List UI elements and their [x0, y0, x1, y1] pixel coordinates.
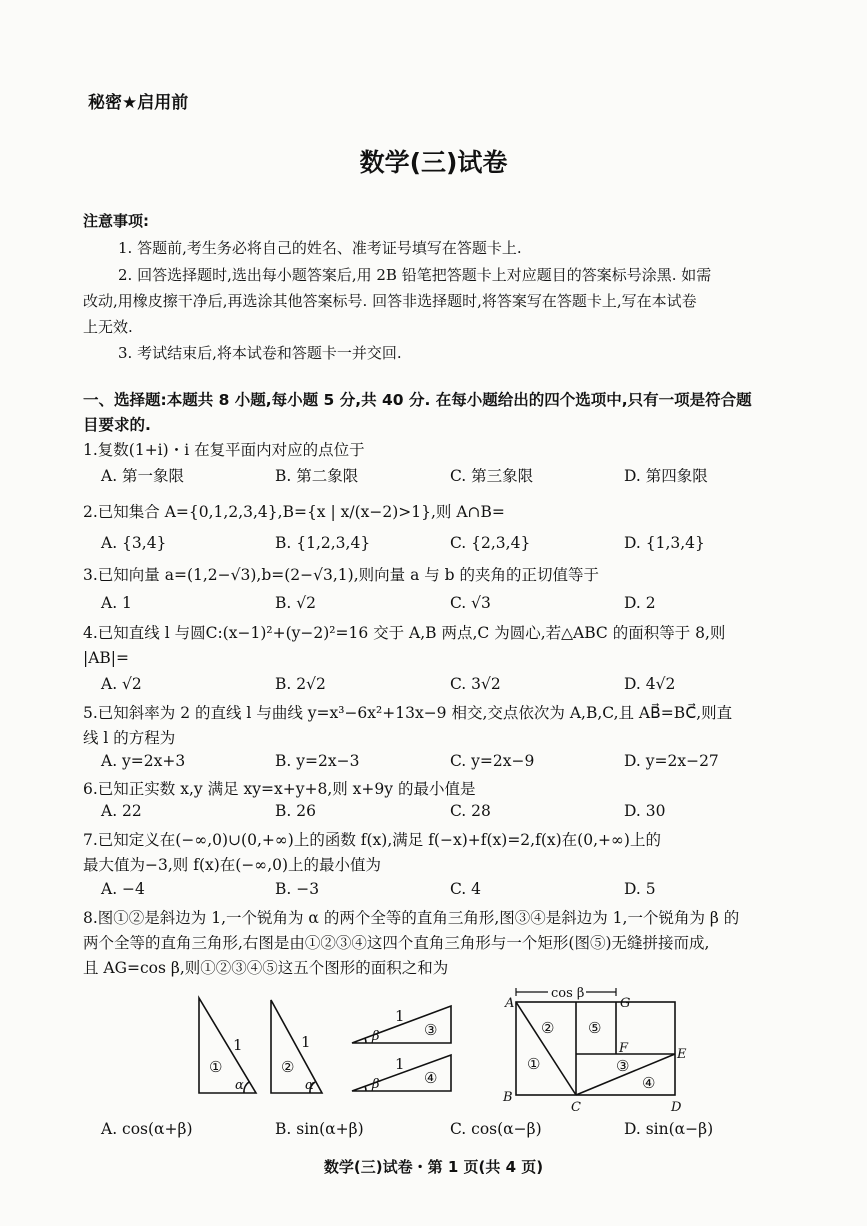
- question-3-text: 3.已知向量 a=(1,2−√3),b=(2−√3,1),则向量 a 与 b 的夹角的正切值等于: [83, 566, 600, 584]
- label-circle-4: ④: [424, 1069, 438, 1087]
- alpha-arc-1: [244, 1082, 249, 1093]
- question-8-line3: 且 AG=cos β,则①②③④⑤这五个图形的面积之和为: [83, 959, 449, 977]
- label-composite-1: ①: [527, 1055, 541, 1073]
- question-1-text: 1.复数(1+i)・i 在复平面内对应的点位于: [83, 441, 365, 459]
- label-hyp-3: 1: [395, 1007, 405, 1025]
- label-point-g: G: [620, 996, 631, 1011]
- label-composite-5: ⑤: [588, 1019, 602, 1037]
- label-circle-2: ②: [281, 1058, 295, 1076]
- q1-option-d: D. 第四象限: [624, 467, 708, 485]
- q4-option-a: A. √2: [101, 675, 142, 693]
- q3-option-b: B. √2: [275, 594, 316, 612]
- label-alpha-2: α: [305, 1078, 314, 1093]
- question-8-line1: 8.图①②是斜边为 1,一个锐角为 α 的两个全等的直角三角形,图③④是斜边为 1,一个锐角为 β 的: [83, 909, 740, 927]
- label-point-c: C: [571, 1100, 581, 1115]
- notice-heading: 注意事项:: [83, 212, 149, 230]
- question-7-line1: 7.已知定义在(−∞,0)∪(0,+∞)上的函数 f(x),满足 f(−x)+f(x)=2,f(x)在(0,+∞)上的: [83, 831, 661, 849]
- segment-ac: [516, 1002, 576, 1095]
- q8-option-a: A. cos(α+β): [101, 1120, 193, 1138]
- q4-option-b: B. 2√2: [275, 675, 326, 693]
- question-5-line1: 5.已知斜率为 2 的直线 l 与曲线 y=x³−6x²+13x−9 相交,交点依次为 A,B,C,且 AB⃗=BC⃗,则直: [83, 704, 733, 722]
- triangle-2: [271, 1000, 322, 1093]
- question-6-text: 6.已知正实数 x,y 满足 xy=x+y+8,则 x+9y 的最小值是: [83, 780, 476, 798]
- label-hyp-2: 1: [301, 1033, 311, 1051]
- label-circle-1: ①: [209, 1058, 223, 1076]
- q6-option-c: C. 28: [450, 802, 491, 820]
- q3-option-c: C. √3: [450, 594, 491, 612]
- page-title: 数学(三)试卷: [359, 148, 508, 177]
- notice-item-3: 3. 考试结束后,将本试卷和答题卡一并交回.: [118, 344, 402, 362]
- q4-option-c: C. 3√2: [450, 675, 501, 693]
- q5-option-b: B. y=2x−3: [275, 752, 360, 770]
- q7-option-b: B. −3: [275, 880, 320, 898]
- label-point-a: A: [505, 996, 515, 1011]
- q6-option-b: B. 26: [275, 802, 316, 820]
- section-heading-line1: 一、选择题:本题共 8 小题,每小题 5 分,共 40 分. 在每小题给出的四个选项中,只有一项是符合题: [83, 391, 752, 409]
- q2-option-d: D. {1,3,4}: [624, 534, 705, 552]
- section-heading-line2: 目要求的.: [83, 416, 151, 434]
- q2-option-b: B. {1,2,3,4}: [275, 534, 371, 552]
- question-5-line2: 线 l 的方程为: [83, 729, 176, 747]
- label-composite-3: ③: [616, 1057, 630, 1075]
- q1-option-c: C. 第三象限: [450, 467, 534, 485]
- question-4-line1: 4.已知直线 l 与圆C:(x−1)²+(y−2)²=16 交于 A,B 两点,C 为圆心,若△ABC 的面积等于 8,则: [83, 624, 726, 642]
- q1-option-b: B. 第二象限: [275, 467, 359, 485]
- q5-option-c: C. y=2x−9: [450, 752, 535, 770]
- label-point-f: F: [619, 1041, 629, 1056]
- notice-item-2-line3: 上无效.: [83, 318, 133, 336]
- q5-option-d: D. y=2x−27: [624, 752, 719, 770]
- label-circle-3: ③: [424, 1021, 438, 1039]
- question-7-line2: 最大值为−3,则 f(x)在(−∞,0)上的最小值为: [83, 856, 382, 874]
- q7-option-a: A. −4: [101, 880, 145, 898]
- q2-option-c: C. {2,3,4}: [450, 534, 531, 552]
- label-beta-3: β: [372, 1029, 380, 1044]
- label-point-d: D: [671, 1100, 682, 1115]
- question-2-text: 2.已知集合 A={0,1,2,3,4},B={x | x/(x−2)>1},则 A∩B=: [83, 503, 505, 521]
- q8-option-b: B. sin(α+β): [275, 1120, 364, 1138]
- q3-option-d: D. 2: [624, 594, 656, 612]
- question-4-line2: |AB|=: [83, 649, 130, 667]
- q3-option-a: A. 1: [101, 594, 132, 612]
- q1-option-a: A. 第一象限: [101, 467, 185, 485]
- notice-item-2-line2: 改动,用橡皮擦干净后,再选涂其他答案标号. 回答非选择题时,将答案写在答题卡上,写在本试卷: [83, 292, 697, 310]
- notice-item-2-line1: 2. 回答选择题时,选出每小题答案后,用 2B 铅笔把答题卡上对应题目的答案标号涂黑. 如需: [118, 266, 712, 284]
- q6-option-a: A. 22: [101, 802, 142, 820]
- q4-option-d: D. 4√2: [624, 675, 676, 693]
- q2-option-a: A. {3,4}: [101, 534, 167, 552]
- label-alpha-1: α: [235, 1078, 244, 1093]
- label-point-b: B: [503, 1090, 513, 1105]
- q8-option-c: C. cos(α−β): [450, 1120, 542, 1138]
- label-hyp-4: 1: [395, 1055, 405, 1073]
- label-composite-2: ②: [541, 1019, 555, 1037]
- label-composite-4: ④: [642, 1074, 656, 1092]
- question-8-line2: 两个全等的直角三角形,右图是由①②③④这四个直角三角形与一个矩形(图⑤)无缝拼接而成,: [83, 934, 710, 952]
- q6-option-d: D. 30: [624, 802, 666, 820]
- label-cos-beta: cos β: [551, 986, 585, 1001]
- q7-option-c: C. 4: [450, 880, 482, 898]
- label-hyp-1: 1: [233, 1036, 243, 1054]
- triangle-1: [199, 998, 256, 1093]
- q7-option-d: D. 5: [624, 880, 656, 898]
- q8-option-d: D. sin(α−β): [624, 1120, 714, 1138]
- notice-item-1: 1. 答题前,考生务必将自己的姓名、准考证号填写在答题卡上.: [118, 239, 522, 257]
- label-beta-4: β: [372, 1077, 380, 1092]
- label-point-e: E: [677, 1047, 687, 1062]
- page-footer: 数学(三)试卷・第 1 页(共 4 页): [323, 1158, 544, 1176]
- q5-option-a: A. y=2x+3: [101, 752, 186, 770]
- confidential-label: 秘密★启用前: [88, 93, 189, 113]
